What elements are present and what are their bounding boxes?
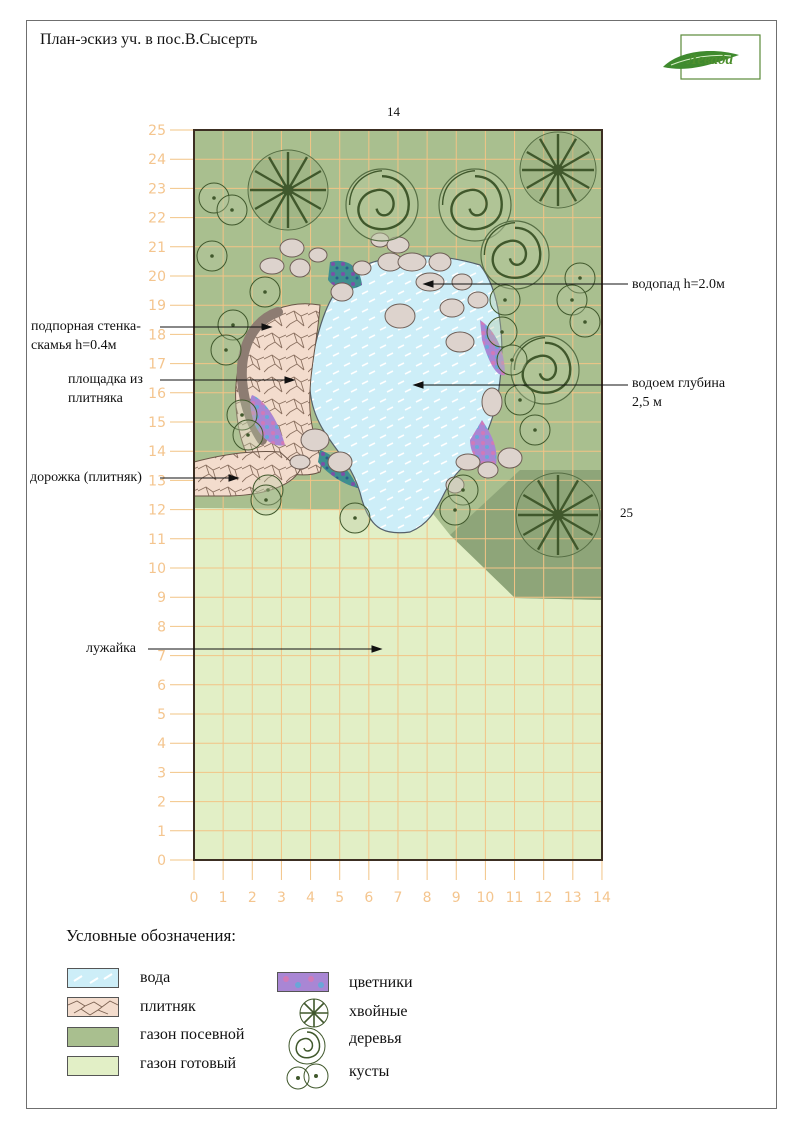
grid-label-x: 0 — [189, 890, 199, 906]
grid-label-x: 4 — [306, 890, 316, 906]
grid-label-x: 8 — [422, 890, 432, 906]
legend-label-flowerbeds: цветники — [349, 974, 413, 991]
grid-label-y: 16 — [148, 385, 166, 402]
shrub-icon — [233, 420, 263, 450]
grid-label-y: 8 — [157, 619, 166, 636]
grid-label-y: 21 — [148, 239, 166, 256]
grid-label-y: 17 — [148, 356, 166, 373]
shrub-icon — [490, 285, 520, 315]
shrub-icon — [251, 485, 281, 515]
grid-label-y: 7 — [157, 648, 166, 665]
shrub-icon — [487, 317, 517, 347]
grid-label-x: 5 — [335, 890, 345, 906]
grid-label-y: 12 — [148, 502, 166, 519]
legend-swatch-ready-lawn — [67, 1056, 119, 1076]
callout-pond-line1: водоем глубина — [632, 376, 726, 391]
grid-label-x: 11 — [505, 890, 524, 906]
dimension-length: 25 — [620, 505, 633, 520]
tree-icon — [346, 169, 418, 241]
legend-label-ready-lawn: газон готовый — [140, 1055, 237, 1072]
shrub-icon — [340, 503, 370, 533]
grid-label-x: 7 — [393, 890, 403, 906]
grid-label-y: 2 — [157, 794, 166, 811]
grid-label-x: 13 — [563, 890, 582, 906]
legend-swatch-sown-lawn — [67, 1027, 119, 1047]
shrub-icon — [197, 241, 227, 271]
grid-label-y: 9 — [157, 590, 166, 607]
callout-lawn: лужайка — [86, 641, 136, 656]
callout-path: дорожка (плитняк) — [30, 470, 142, 485]
legend-label-conifers: хвойные — [349, 1003, 408, 1020]
grid-label-y: 6 — [157, 677, 166, 694]
shrub-icon — [250, 277, 280, 307]
shrub-icon — [497, 345, 527, 375]
grid-label-x: 10 — [476, 890, 495, 906]
legend-label-shrubs: кусты — [349, 1063, 390, 1080]
logo-text: Левада — [687, 52, 733, 68]
shrub-icon — [570, 307, 600, 337]
grid-label-y: 25 — [148, 123, 166, 139]
grid-label-y: 10 — [148, 561, 166, 577]
conifer-icon — [520, 132, 596, 208]
shrub-icon — [505, 385, 535, 415]
grid-label-y: 3 — [157, 765, 166, 782]
grid-label-x: 1 — [218, 890, 228, 906]
grid-label-y: 20 — [148, 269, 166, 285]
shrub-icon — [217, 195, 247, 225]
grid-label-y: 1 — [157, 823, 166, 840]
conifer-icon — [516, 473, 600, 557]
dimension-width: 14 — [387, 104, 400, 119]
legend-label-flagstone: плитняк — [140, 998, 196, 1015]
shrub-icon — [440, 495, 470, 525]
grid-label-x: 2 — [247, 890, 257, 906]
callout-waterfall: водопад h=2.0м — [632, 277, 725, 292]
grid-label-y: 14 — [148, 444, 166, 461]
callout-pond-line2: 2,5 м — [632, 395, 662, 410]
conifer-legend-icon — [297, 996, 331, 1030]
grid-label-y: 11 — [148, 531, 166, 548]
callout-wall-line2: скамья h=0.4м — [31, 338, 117, 353]
conifer-icon — [248, 150, 328, 230]
grid-label-x: 3 — [276, 890, 286, 906]
grid-label-x: 6 — [364, 890, 374, 906]
grid-label-y: 19 — [148, 298, 166, 315]
grid-label-y: 0 — [157, 853, 166, 869]
shrub-icon — [520, 415, 550, 445]
legend-label-trees: деревья — [349, 1030, 402, 1047]
tree-icon — [481, 221, 549, 289]
legend-title: Условные обозначения: — [66, 926, 237, 945]
callout-patio-line1: площадка из — [68, 372, 143, 387]
sheet-title: План-эскиз уч. в пос.В.Сысерть — [40, 31, 258, 48]
grid-label-x: 14 — [593, 890, 611, 906]
grid-label-y: 4 — [157, 736, 166, 753]
callout-patio-line2: плитняка — [68, 391, 123, 406]
grid-label-y: 23 — [148, 181, 166, 198]
grid-label-y: 22 — [148, 210, 166, 227]
legend-swatch-flagstone — [67, 997, 119, 1017]
callout-wall-line1: подпорная стенка- — [31, 319, 141, 334]
grid-label-x: 12 — [534, 890, 553, 906]
shrub-legend-icon — [283, 1058, 333, 1092]
grid-label-y: 15 — [148, 415, 166, 431]
grid-label-x: 9 — [451, 890, 461, 906]
grid-label-y: 24 — [148, 152, 166, 169]
legend-swatch-water — [67, 968, 119, 988]
legend-swatch-flowerbeds — [277, 972, 329, 992]
legend-label-sown-lawn: газон посевной — [140, 1026, 245, 1043]
grid-label-y: 13 — [148, 473, 166, 490]
shrub-icon — [211, 335, 241, 365]
grid-label-y: 18 — [148, 327, 166, 344]
legend-label-water: вода — [140, 969, 171, 986]
grid-label-y: 5 — [157, 707, 166, 723]
